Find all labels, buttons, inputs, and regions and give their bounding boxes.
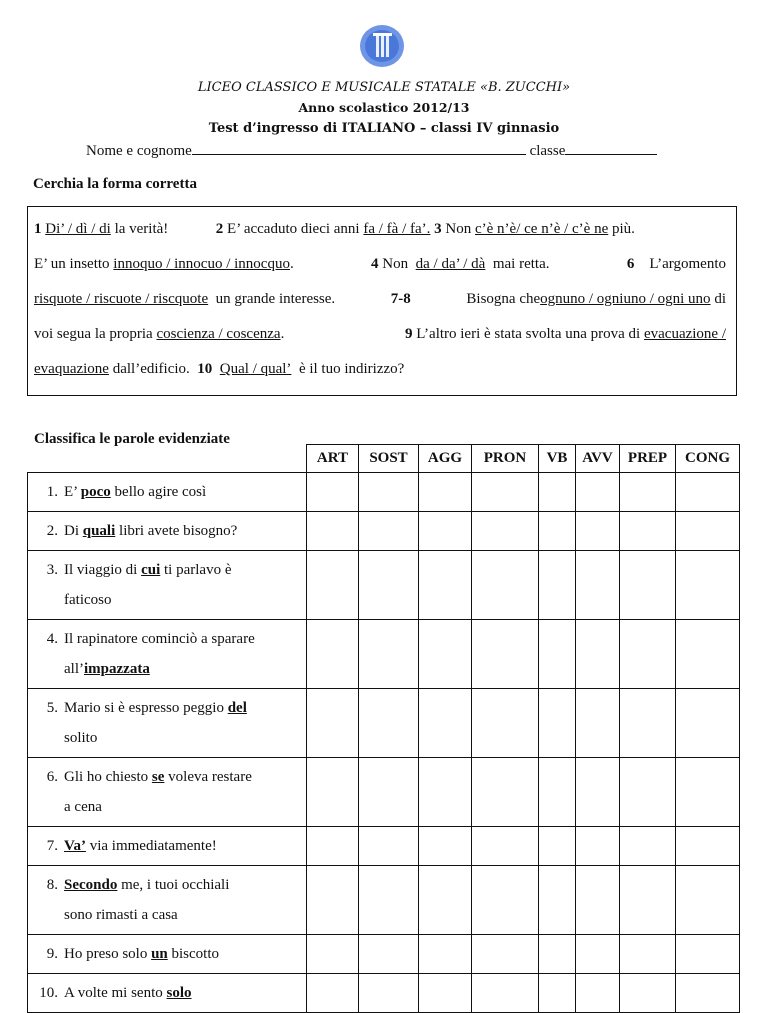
table-row: [28, 827, 740, 866]
question-text: Mario si è espresso peggio: [64, 700, 228, 716]
question-text: Ho preso solo: [64, 946, 152, 962]
table-row: [28, 551, 740, 620]
answer-cell[interactable]: [676, 551, 740, 620]
question-number: 7.: [46, 838, 58, 854]
choice-3[interactable]: c’è n’è/ ce n’è / c’è ne: [475, 221, 609, 237]
answer-cell[interactable]: [307, 866, 359, 935]
question-number: 1.: [46, 484, 58, 500]
question-number: 2.: [46, 523, 58, 539]
choice-insetto[interactable]: innoquo / innocuo / innocquo: [113, 256, 290, 272]
table-row: [28, 512, 740, 551]
item-text: un grande interesse.: [215, 291, 336, 307]
answer-cell[interactable]: [307, 935, 359, 974]
question-number: 4.: [46, 631, 58, 647]
item-text: Non: [382, 256, 409, 272]
answer-cell[interactable]: [539, 473, 576, 512]
answer-cell[interactable]: [359, 620, 419, 689]
question-text: voleva restare: [164, 769, 252, 785]
answer-cell[interactable]: [576, 512, 620, 551]
table-corner: [28, 445, 307, 473]
name-class-line: [86, 142, 657, 160]
answer-cell[interactable]: [419, 512, 472, 551]
item-text: E’ accaduto dieci anni: [227, 221, 360, 237]
answer-cell[interactable]: [307, 827, 359, 866]
item-text: dall’edificio.: [112, 361, 190, 377]
answer-cell[interactable]: [359, 866, 419, 935]
answer-cell[interactable]: [576, 866, 620, 935]
item-number: 6: [626, 256, 635, 272]
item-number: 2: [215, 221, 224, 237]
question-cell: [28, 974, 307, 1013]
answer-cell[interactable]: [472, 473, 539, 512]
highlighted-word: Va’: [64, 838, 86, 854]
item-text: L’argomento: [649, 256, 726, 272]
answer-cell[interactable]: [539, 620, 576, 689]
question-cell: [28, 551, 307, 620]
question-text: all’: [64, 661, 84, 677]
item-text: la verità!: [114, 221, 169, 237]
question-number: 6.: [46, 769, 58, 785]
answer-cell[interactable]: [472, 689, 539, 758]
question-text: libri avete bisogno?: [115, 523, 238, 539]
question-cell: [28, 620, 307, 689]
answer-cell[interactable]: [419, 974, 472, 1013]
question-cell: [28, 866, 307, 935]
question-text: ti parlavo è: [160, 562, 232, 578]
answer-cell[interactable]: [620, 827, 676, 866]
col-header: AGG: [419, 445, 472, 473]
answer-cell[interactable]: [419, 689, 472, 758]
col-header: ART: [307, 445, 359, 473]
answer-cell[interactable]: [620, 866, 676, 935]
choice-10[interactable]: Qual / qual’: [219, 361, 292, 377]
item-number: 9: [405, 326, 413, 342]
answer-cell[interactable]: [359, 758, 419, 827]
question-continuation: sono rimasti a casa: [64, 907, 178, 923]
question-continuation: [32, 654, 300, 684]
question-text: Gli ho chiesto: [64, 769, 152, 785]
answer-cell[interactable]: [620, 512, 676, 551]
item-text: è il tuo indirizzo?: [298, 361, 405, 377]
col-header: AVV: [576, 445, 620, 473]
answer-cell[interactable]: [620, 974, 676, 1013]
question-text: A volte mi sento: [64, 985, 167, 1001]
answer-cell[interactable]: [676, 935, 740, 974]
answer-cell[interactable]: [472, 758, 539, 827]
item-text: di: [714, 291, 726, 307]
choice-9b[interactable]: evaquazione: [34, 361, 109, 377]
answer-cell[interactable]: [620, 473, 676, 512]
answer-cell[interactable]: [307, 551, 359, 620]
item-text: mai retta.: [492, 256, 550, 272]
answer-cell[interactable]: [307, 689, 359, 758]
answer-cell[interactable]: [620, 620, 676, 689]
question-continuation: faticoso: [64, 592, 112, 608]
item-number: 7-8: [390, 291, 411, 307]
question-cell: [28, 689, 307, 758]
question-text: Il rapinatore cominciò a sparare: [64, 631, 255, 647]
answer-cell[interactable]: [472, 866, 539, 935]
table-row: [28, 689, 740, 758]
answer-cell[interactable]: [576, 935, 620, 974]
school-name: LICEO CLASSICO E MUSICALE STATALE «B. ZUCCHI»: [197, 80, 571, 95]
question-number: 9.: [46, 946, 58, 962]
answer-cell[interactable]: [419, 473, 472, 512]
name-label: Nome e cognome: [86, 143, 192, 159]
table-row: [28, 620, 740, 689]
answer-cell[interactable]: [472, 620, 539, 689]
answer-cell[interactable]: [359, 473, 419, 512]
answer-cell[interactable]: [620, 551, 676, 620]
highlighted-word: un: [151, 946, 168, 962]
answer-cell[interactable]: [472, 935, 539, 974]
answer-cell[interactable]: [676, 620, 740, 689]
question-text: E’: [64, 484, 81, 500]
answer-cell[interactable]: [419, 866, 472, 935]
highlighted-word: Secondo: [64, 877, 118, 893]
name-field[interactable]: [192, 142, 526, 155]
col-header: VB: [539, 445, 576, 473]
table-row: [28, 935, 740, 974]
school-logo: [358, 22, 406, 70]
item-text: L’altro ieri è stata svolta una prova di: [416, 326, 641, 342]
question-cell: [28, 935, 307, 974]
question-continuation: solito: [64, 730, 98, 746]
answer-cell[interactable]: [359, 974, 419, 1013]
answer-cell[interactable]: [676, 512, 740, 551]
item-text: E’ un insetto: [34, 256, 110, 272]
table-row: [28, 758, 740, 827]
highlighted-word: del: [227, 700, 247, 716]
answer-cell[interactable]: [576, 473, 620, 512]
choice-8[interactable]: ognuno / ogniuno / ogni uno: [540, 291, 711, 307]
answer-cell[interactable]: [620, 758, 676, 827]
choice-8c[interactable]: coscienza / coscenza: [156, 326, 281, 342]
col-header: SOST: [359, 445, 419, 473]
section1-title: Cerchia la forma corretta: [33, 176, 197, 192]
item-number: 1: [34, 221, 42, 237]
item-number: 10: [197, 361, 213, 377]
choice-6[interactable]: risquote / riscuote / riscquote: [34, 291, 209, 307]
question-cell: [28, 512, 307, 551]
col-header: CONG: [676, 445, 740, 473]
item-text: Bisogna che: [466, 291, 541, 307]
answer-cell[interactable]: [472, 551, 539, 620]
answer-cell[interactable]: [419, 758, 472, 827]
question-cell: [28, 473, 307, 512]
question-text: me, i tuoi occhiali: [117, 877, 230, 893]
question-number: 5.: [46, 700, 58, 716]
item-text: Non: [445, 221, 472, 237]
answer-cell[interactable]: [539, 935, 576, 974]
answer-cell[interactable]: [676, 866, 740, 935]
choice-9[interactable]: evacuazione /: [643, 326, 726, 342]
answer-cell[interactable]: [676, 974, 740, 1013]
answer-cell[interactable]: [307, 473, 359, 512]
answer-cell[interactable]: [307, 974, 359, 1013]
choice-1[interactable]: Di’ / dì / di: [45, 221, 111, 237]
question-continuation: a cena: [64, 799, 102, 815]
answer-cell[interactable]: [539, 827, 576, 866]
choice-2[interactable]: fa / fà / fa’.: [363, 221, 431, 237]
answer-cell[interactable]: [539, 974, 576, 1013]
class-field[interactable]: [565, 142, 657, 155]
answer-cell[interactable]: [576, 551, 620, 620]
table-row: [28, 473, 740, 512]
table-row: [28, 866, 740, 935]
answer-cell[interactable]: [576, 974, 620, 1013]
section2-title: Classifica le parole evidenziate: [34, 431, 230, 447]
answer-cell[interactable]: [576, 620, 620, 689]
question-number: 10.: [39, 985, 58, 1001]
highlighted-word: quali: [82, 523, 116, 539]
item-number: 4: [371, 256, 379, 272]
question-cell: [28, 758, 307, 827]
answer-cell[interactable]: [359, 827, 419, 866]
question-text: Il viaggio di: [64, 562, 142, 578]
answer-cell[interactable]: [307, 620, 359, 689]
item-text: voi segua la propria: [34, 326, 153, 342]
col-header: PRON: [472, 445, 539, 473]
highlighted-word: solo: [166, 985, 192, 1001]
highlighted-word: se: [151, 769, 165, 785]
answer-cell[interactable]: [576, 689, 620, 758]
answer-cell[interactable]: [419, 620, 472, 689]
answer-cell[interactable]: [539, 551, 576, 620]
test-title: Test d’ingresso di ITALIANO – classi IV ginnasio: [208, 121, 560, 136]
item-text: più.: [612, 221, 635, 237]
question-cell: [28, 827, 307, 866]
answer-cell[interactable]: [576, 827, 620, 866]
col-header: PREP: [620, 445, 676, 473]
answer-cell[interactable]: [419, 827, 472, 866]
exercise1-box: 1 Di’ / dì / di la verità! 2 E’ accaduto dieci anni fa / fà / fa’. 3 Non c’è n’è/ ce n’è / c’è ne più. E’ un insetto innoquo / innocuo / innocquo. 4 Non da / da’ / dà mai retta. 6 L’argomento risquote / riscuote / riscquote un grande interesse. 7-8 Bisogna cheognuno / ogniuno / ogni uno di voi segua la propria coscienza / coscenza. 9 L’altro ieri è stata svolta una prova di evacuazione / evaquazione dall’edificio. 10 Qual / qual’ è il tuo indirizzo?: [27, 206, 737, 396]
answer-cell[interactable]: [676, 827, 740, 866]
highlighted-word: impazzata: [84, 661, 150, 677]
answer-cell[interactable]: [359, 512, 419, 551]
question-text: bello agire così: [110, 484, 207, 500]
answer-cell[interactable]: [539, 758, 576, 827]
answer-cell[interactable]: [307, 758, 359, 827]
answer-cell[interactable]: [472, 827, 539, 866]
question-text: biscotto: [167, 946, 220, 962]
answer-cell[interactable]: [620, 689, 676, 758]
answer-cell[interactable]: [472, 974, 539, 1013]
answer-cell[interactable]: [676, 689, 740, 758]
answer-cell[interactable]: [539, 512, 576, 551]
answer-cell[interactable]: [307, 512, 359, 551]
answer-cell[interactable]: [359, 551, 419, 620]
question-text: via immediatamente!: [85, 838, 217, 854]
table-row: [28, 974, 740, 1013]
highlighted-word: cui: [141, 562, 161, 578]
answer-cell[interactable]: [419, 935, 472, 974]
question-text: Di: [64, 523, 83, 539]
question-number: 8.: [46, 877, 58, 893]
answer-cell[interactable]: [676, 473, 740, 512]
classification-table: [27, 444, 740, 1013]
item-number: 3: [434, 221, 442, 237]
answer-cell[interactable]: [472, 512, 539, 551]
class-label: classe: [529, 143, 566, 159]
highlighted-word: poco: [80, 484, 111, 500]
school-year: Anno scolastico 2012/13: [298, 100, 470, 115]
answer-cell[interactable]: [359, 935, 419, 974]
answer-cell[interactable]: [676, 758, 740, 827]
answer-cell[interactable]: [620, 935, 676, 974]
answer-cell[interactable]: [359, 689, 419, 758]
choice-4[interactable]: da / da’ / dà: [415, 256, 486, 272]
question-number: 3.: [46, 562, 58, 578]
answer-cell[interactable]: [539, 866, 576, 935]
answer-cell[interactable]: [576, 758, 620, 827]
answer-cell[interactable]: [419, 551, 472, 620]
answer-cell[interactable]: [539, 689, 576, 758]
